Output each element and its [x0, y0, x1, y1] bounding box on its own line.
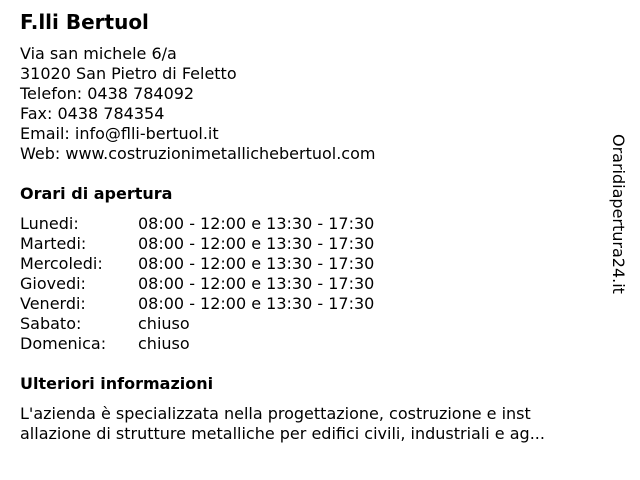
address-line-city: 31020 San Pietro di Feletto [20, 64, 237, 83]
address-line-street: Via san michele 6/a [20, 44, 177, 63]
day-hours: chiuso [138, 334, 190, 353]
day-label: Domenica: [20, 334, 107, 353]
phone-number: Telefon: 0438 784092 [20, 84, 195, 103]
website-url: Web: www.costruzionimetallichebertuol.com [20, 144, 376, 163]
business-description [20, 404, 600, 444]
day-hours: 08:00 - 12:00 e 13:30 - 17:30 [138, 254, 375, 273]
day-hours: chiuso [138, 314, 190, 333]
day-label: Giovedi: [20, 274, 86, 293]
day-label: Mercoledi: [20, 254, 103, 273]
business-name: F.lli Bertuol [20, 10, 149, 34]
fax-number: Fax: 0438 784354 [20, 104, 165, 123]
email-address: Email: info@flli-bertuol.it [20, 124, 219, 143]
site-watermark: Oraridiapertura24.it [609, 134, 628, 294]
opening-hours-heading: Orari di apertura [20, 184, 173, 203]
day-hours: 08:00 - 12:00 e 13:30 - 17:30 [138, 274, 375, 293]
day-hours: 08:00 - 12:00 e 13:30 - 17:30 [138, 294, 375, 313]
day-label: Martedi: [20, 234, 87, 253]
contact-block [20, 44, 375, 164]
day-hours: 08:00 - 12:00 e 13:30 - 17:30 [138, 234, 375, 253]
description-line-2: allazione di strutture metalliche per edifici civili, industriali e ag... [20, 424, 545, 443]
day-label: Venerdi: [20, 294, 86, 313]
description-line-1: L'azienda è specializzata nella progettazione, costruzione e inst [20, 404, 531, 423]
day-hours: 08:00 - 12:00 e 13:30 - 17:30 [138, 214, 375, 233]
day-label: Sabato: [20, 314, 82, 333]
day-label: Lunedi: [20, 214, 79, 233]
more-info-heading: Ulteriori informazioni [20, 374, 214, 393]
